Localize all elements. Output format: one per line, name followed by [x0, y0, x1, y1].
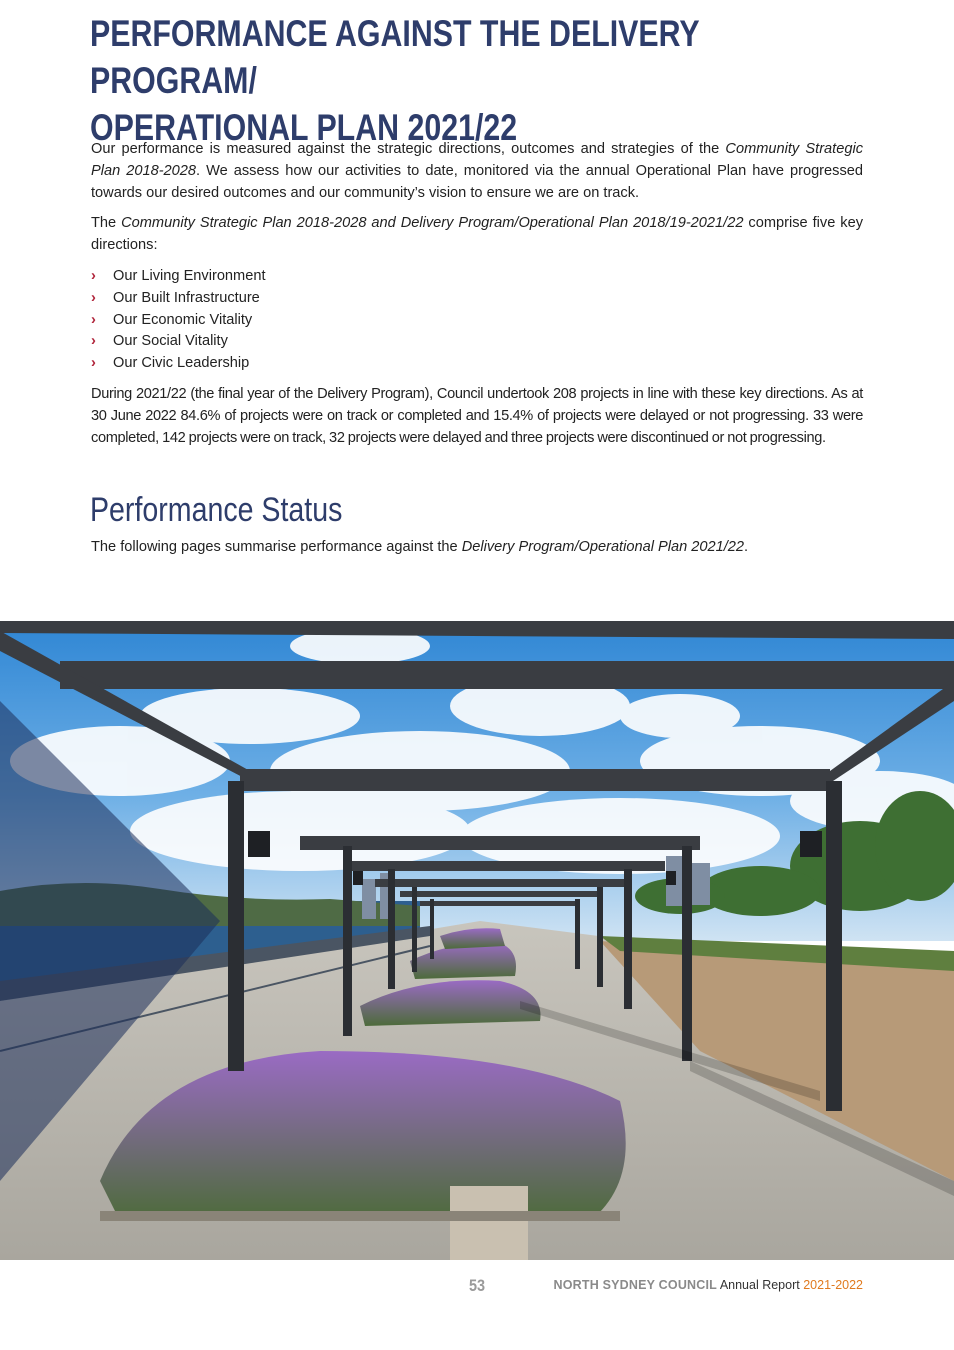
- section-heading: Performance Status: [90, 491, 343, 529]
- intro-paragraph: Our performance is measured against the strategic directions, outcomes and strategies of the Community Strategic Plan 2018-2028. We assess how our activities to date, monitored via the annual Operational Plan have progressed towards our desired outcomes and our community’s vision to ensure we are on track.: [91, 141, 863, 201]
- document-name: Annual Report: [719, 1278, 800, 1292]
- list-item: › Our Social Vitality: [91, 331, 863, 353]
- footer-brand: [554, 1278, 864, 1292]
- delivery-program-ref: Delivery Program/Operational Plan 2021/22: [461, 539, 745, 555]
- directions-paragraph: The Community Strategic Plan 2018-2028 and Delivery Program/Operational Plan 2018/19-2021/22 comprise five key directions:: [91, 215, 863, 254]
- body-text: [91, 139, 863, 458]
- report-year: 2021-2022: [803, 1278, 863, 1292]
- list-item: › Our Living Environment: [91, 266, 863, 288]
- chevron-right-icon: ›: [91, 267, 96, 284]
- csp-title-ref: Community Strategic Plan 2018-2028: [91, 141, 863, 179]
- page-title: [90, 10, 730, 151]
- title-line-1: PERFORMANCE AGAINST THE DELIVERY PROGRAM/: [90, 13, 700, 101]
- list-item: › Our Economic Vitality: [91, 310, 863, 332]
- chevron-right-icon: ›: [91, 355, 96, 372]
- chevron-right-icon: ›: [91, 311, 96, 328]
- organisation-name: NORTH SYDNEY COUNCIL: [553, 1278, 718, 1292]
- chevron-right-icon: ›: [91, 289, 96, 306]
- chevron-right-icon: ›: [91, 333, 96, 350]
- section-intro: The following pages summarise performance against the Delivery Program/Operational Plan 2021/22.: [91, 539, 749, 555]
- list-item: › Our Built Infrastructure: [91, 288, 863, 310]
- page-number: 53: [468, 1276, 486, 1295]
- list-item: › Our Civic Leadership: [91, 353, 863, 375]
- projects-summary-paragraph: During 2021/22 (the final year of the Delivery Program), Council undertook 208 projects in line with these key directions. As at 30 June 2022 84.6% of projects were on track or completed and 15.4% of projects were delayed or not progressing. 33 were completed, 142 projects were on track, 32 projects were delayed and three projects were discontinued or not progressing.: [91, 385, 863, 446]
- plans-title-ref: Community Strategic Plan 2018-2028 and Delivery Program/Operational Plan 2018/19-2021/22: [121, 215, 744, 232]
- park-pergola-photo: [0, 621, 954, 1260]
- key-directions-list: [91, 266, 863, 375]
- title-line-2: OPERATIONAL PLAN 2021/22: [90, 107, 518, 148]
